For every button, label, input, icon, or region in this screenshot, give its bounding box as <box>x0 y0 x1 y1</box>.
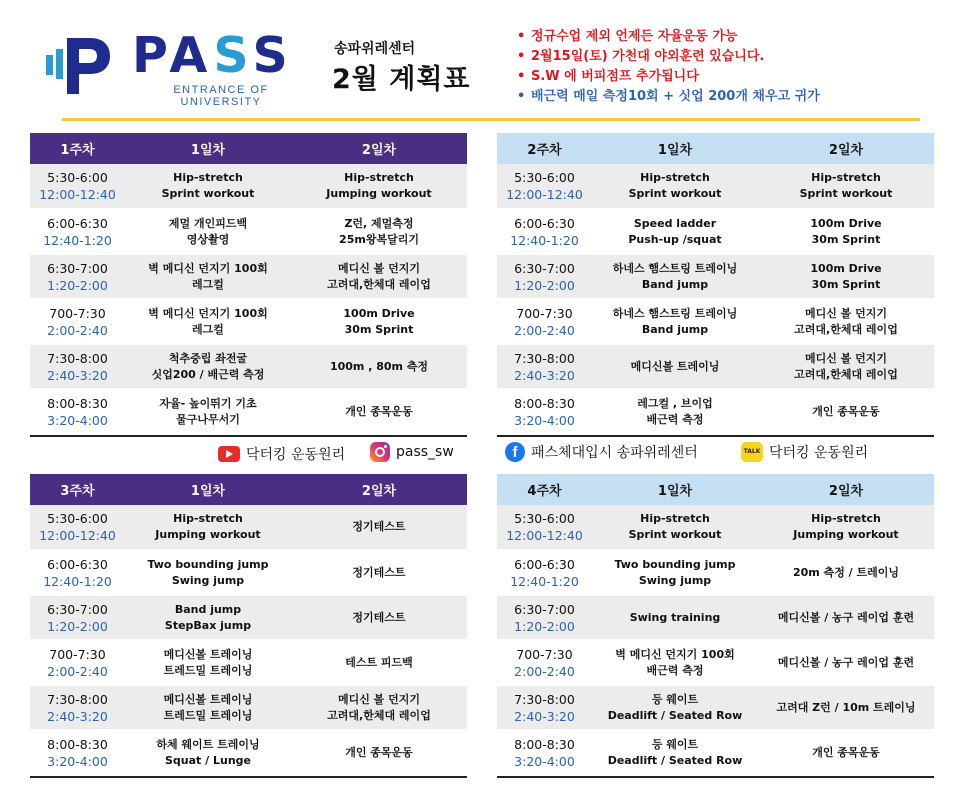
day-1-activity: 메디신볼 트레이닝 트레드밀 트레이닝 <box>125 640 291 685</box>
table-row <box>30 640 467 685</box>
weekend-time: 1:20-2:00 <box>47 277 108 293</box>
day-2-activity: 100m , 80m 측정 <box>291 344 467 389</box>
time-cell <box>497 209 592 254</box>
evening-time: 8:00-8:30 <box>47 736 108 752</box>
day-1-activity: Hip-stretch Sprint workout <box>592 164 758 209</box>
day-1-activity: Speed ladder Push-up /squat <box>592 209 758 254</box>
day-1-header: 1일차 <box>592 474 758 505</box>
time-cell <box>497 640 592 685</box>
day-2-header: 2일차 <box>758 133 934 164</box>
weekend-time: 12:40-1:20 <box>43 232 112 248</box>
table-row <box>30 209 467 254</box>
week-1-schedule <box>30 133 467 437</box>
evening-time: 7:30-8:00 <box>47 350 108 366</box>
table-row <box>497 209 934 254</box>
table-header-row <box>30 133 467 164</box>
week-2-schedule <box>497 133 934 437</box>
week-3-schedule <box>30 474 467 778</box>
instagram-label: pass_sw <box>396 444 454 460</box>
evening-time: 700-7:30 <box>516 305 573 321</box>
facebook-icon: f <box>505 442 525 462</box>
day-1-activity: 등 웨이트 Deadlift / Seated Row <box>592 685 758 730</box>
schedule-table <box>30 474 467 776</box>
brand-wordmark: PASS <box>132 27 294 84</box>
weekend-time: 2:40-3:20 <box>514 367 575 383</box>
time-cell <box>497 389 592 434</box>
table-bottom-rule <box>30 776 467 778</box>
evening-time: 5:30-6:00 <box>514 511 575 526</box>
weekend-time: 2:40-3:20 <box>514 708 575 724</box>
table-row <box>30 730 467 775</box>
day-1-activity: 메디신볼 트레이닝 <box>592 344 758 389</box>
table-row <box>30 299 467 344</box>
table-row <box>497 299 934 344</box>
table-row <box>497 640 934 685</box>
table-row <box>497 550 934 595</box>
day-1-activity: 벽 메디신 던지기 100회 레그컬 <box>125 299 291 344</box>
schedule-table <box>497 133 934 435</box>
weekend-time: 3:20-4:00 <box>47 412 108 428</box>
time-cell <box>497 550 592 595</box>
day-2-activity: 고려대 Z런 / 10m 트레이닝 <box>758 685 934 730</box>
evening-time: 8:00-8:30 <box>47 395 108 411</box>
instagram-link[interactable] <box>370 442 454 462</box>
brand-tagline: ENTRANCE OF UNIVERSITY <box>173 84 269 108</box>
weekend-time: 3:20-4:00 <box>47 753 108 769</box>
weekend-time: 12:00-12:40 <box>506 528 583 543</box>
table-row <box>497 389 934 434</box>
time-cell <box>30 344 125 389</box>
weekend-time: 12:40-1:20 <box>510 573 579 589</box>
evening-time: 6:30-7:00 <box>514 601 575 617</box>
day-2-activity: Hip-stretch Jumping workout <box>291 164 467 209</box>
day-2-activity: Z런, 제멀측정 25m왕복달리기 <box>291 209 467 254</box>
day-1-activity: Two bounding jump Swing jump <box>125 550 291 595</box>
day-1-activity: 제멀 개인피드백 영상촬영 <box>125 209 291 254</box>
table-row <box>30 164 467 209</box>
weekend-time: 3:20-4:00 <box>514 412 575 428</box>
day-2-activity: 메디신 볼 던지기 고려대,한체대 레이업 <box>758 344 934 389</box>
day-1-activity: 하네스 햄스트링 트레이닝 Band jump <box>592 254 758 299</box>
header-divider <box>62 118 920 121</box>
day-2-activity: 100m Drive 30m Sprint <box>758 254 934 299</box>
evening-time: 7:30-8:00 <box>47 691 108 707</box>
day-2-activity: 개인 종목운동 <box>291 389 467 434</box>
day-1-activity: Hip-stretch Sprint workout <box>592 505 758 550</box>
evening-time: 7:30-8:00 <box>514 691 575 707</box>
evening-time: 6:30-7:00 <box>47 260 108 276</box>
day-1-activity: Band jump StepBax jump <box>125 595 291 640</box>
table-header-row <box>497 474 934 505</box>
table-row <box>30 505 467 550</box>
weekend-time: 12:00-12:40 <box>506 187 583 202</box>
time-cell <box>30 164 125 209</box>
week-4-schedule <box>497 474 934 778</box>
time-cell <box>497 299 592 344</box>
day-1-header: 1일차 <box>125 133 291 164</box>
table-row <box>497 254 934 299</box>
kakaotalk-icon: TALK <box>741 442 763 462</box>
table-row <box>497 730 934 775</box>
evening-time: 5:30-6:00 <box>514 170 575 185</box>
facebook-label: 패스체대입시 송파위레센터 <box>531 445 698 461</box>
facebook-link[interactable] <box>505 442 698 462</box>
day-2-activity: 테스트 피드백 <box>291 640 467 685</box>
time-cell <box>30 505 125 550</box>
pass-logo-mark <box>46 38 112 94</box>
youtube-icon <box>218 446 240 462</box>
weekend-time: 12:00-12:40 <box>39 187 116 202</box>
schedule-table <box>497 474 934 776</box>
day-1-activity: 벽 메디신 던지기 100회 배근력 측정 <box>592 640 758 685</box>
day-2-activity: 메디신 볼 던지기 고려대,한체대 레이업 <box>291 685 467 730</box>
instagram-icon <box>370 442 390 462</box>
day-2-activity: 메디신 볼 던지기 고려대,한체대 레이업 <box>291 254 467 299</box>
time-cell <box>30 254 125 299</box>
time-cell <box>30 389 125 434</box>
evening-time: 6:00-6:30 <box>514 215 575 231</box>
time-cell <box>497 685 592 730</box>
table-row <box>497 344 934 389</box>
evening-time: 6:00-6:30 <box>47 556 108 572</box>
schedule-table <box>30 133 467 435</box>
table-row <box>497 505 934 550</box>
time-cell <box>30 640 125 685</box>
table-row <box>497 595 934 640</box>
time-cell <box>30 550 125 595</box>
weekend-time: 2:40-3:20 <box>47 708 108 724</box>
day-2-header: 2일차 <box>291 133 467 164</box>
day-2-activity: 20m 측정 / 트레이닝 <box>758 550 934 595</box>
weekend-time: 2:00-2:40 <box>514 663 575 679</box>
notice-item: • 2월15일(토) 가천대 야외훈련 있습니다. <box>515 47 945 67</box>
table-row <box>497 685 934 730</box>
kakaotalk-link[interactable] <box>741 442 868 462</box>
page-title: 2월 계획표 <box>332 64 471 95</box>
day-2-activity: 메디신볼 / 농구 레이업 훈련 <box>758 640 934 685</box>
week-header: 3주차 <box>30 474 125 505</box>
table-bottom-rule <box>30 435 467 437</box>
evening-time: 8:00-8:30 <box>514 395 575 411</box>
day-1-activity: 하네스 햄스트링 트레이닝 Band jump <box>592 299 758 344</box>
notice-item: • 배근력 매일 측정10회 + 싯업 200개 채우고 귀가 <box>515 87 945 107</box>
time-cell <box>497 505 592 550</box>
day-1-header: 1일차 <box>125 474 291 505</box>
day-2-header: 2일차 <box>291 474 467 505</box>
time-cell <box>497 254 592 299</box>
weekend-time: 12:40-1:20 <box>510 232 579 248</box>
day-1-activity: Hip-stretch Sprint workout <box>125 164 291 209</box>
time-cell <box>30 595 125 640</box>
table-bottom-rule <box>497 776 934 778</box>
notice-item: • S.W 에 버피점프 추가됩니다 <box>515 67 945 87</box>
day-1-activity: Two bounding jump Swing jump <box>592 550 758 595</box>
weekend-time: 2:00-2:40 <box>47 663 108 679</box>
day-2-activity: 개인 종목운동 <box>758 389 934 434</box>
day-2-activity: Hip-stretch Jumping workout <box>758 505 934 550</box>
table-row <box>30 685 467 730</box>
day-2-header: 2일차 <box>758 474 934 505</box>
table-row <box>30 595 467 640</box>
day-2-activity: 정기테스트 <box>291 505 467 550</box>
youtube-label: 닥터킹 운동원리 <box>246 447 346 463</box>
evening-time: 6:30-7:00 <box>47 601 108 617</box>
week-header: 2주차 <box>497 133 592 164</box>
evening-time: 6:30-7:00 <box>514 260 575 276</box>
table-row <box>497 164 934 209</box>
time-cell <box>497 164 592 209</box>
day-2-activity: 정기테스트 <box>291 550 467 595</box>
day-1-activity: 하체 웨이트 트레이닝 Squat / Lunge <box>125 730 291 775</box>
weekend-time: 1:20-2:00 <box>514 618 575 634</box>
weekend-time: 12:00-12:40 <box>39 528 116 543</box>
time-cell <box>30 299 125 344</box>
day-1-activity: Hip-stretch Jumping workout <box>125 505 291 550</box>
table-row <box>30 389 467 434</box>
day-1-activity: 척추중립 좌전굴 싯업200 / 배근력 측정 <box>125 344 291 389</box>
day-2-activity: Hip-stretch Sprint workout <box>758 164 934 209</box>
notice-item: • 정규수업 제외 언제든 자율운동 가능 <box>515 27 945 47</box>
day-1-activity: 자율- 높이뛰기 기초 물구나무서기 <box>125 389 291 434</box>
weekend-time: 1:20-2:00 <box>514 277 575 293</box>
time-cell <box>497 730 592 775</box>
notice-list <box>515 27 945 107</box>
day-2-activity: 개인 종목운동 <box>758 730 934 775</box>
youtube-link[interactable] <box>218 444 345 464</box>
evening-time: 6:00-6:30 <box>47 215 108 231</box>
day-2-activity: 100m Drive 30m Sprint <box>758 209 934 254</box>
time-cell <box>497 344 592 389</box>
day-1-header: 1일차 <box>592 133 758 164</box>
evening-time: 700-7:30 <box>49 305 106 321</box>
day-2-activity: 메디신 볼 던지기 고려대,한체대 레이업 <box>758 299 934 344</box>
table-row <box>30 344 467 389</box>
day-1-activity: 등 웨이트 Deadlift / Seated Row <box>592 730 758 775</box>
evening-time: 700-7:30 <box>49 646 106 662</box>
time-cell <box>30 209 125 254</box>
day-2-activity: 개인 종목운동 <box>291 730 467 775</box>
day-2-activity: 정기테스트 <box>291 595 467 640</box>
center-name: 송파위레센터 <box>334 41 416 57</box>
day-2-activity: 메디신볼 / 농구 레이업 훈련 <box>758 595 934 640</box>
day-2-activity: 100m Drive 30m Sprint <box>291 299 467 344</box>
kakaotalk-label: 닥터킹 운동원리 <box>769 445 869 461</box>
table-bottom-rule <box>497 435 934 437</box>
weekend-time: 3:20-4:00 <box>514 753 575 769</box>
week-header: 1주차 <box>30 133 125 164</box>
evening-time: 7:30-8:00 <box>514 350 575 366</box>
table-header-row <box>497 133 934 164</box>
evening-time: 5:30-6:00 <box>47 170 108 185</box>
time-cell <box>30 730 125 775</box>
weekend-time: 12:40-1:20 <box>43 573 112 589</box>
evening-time: 6:00-6:30 <box>514 556 575 572</box>
day-1-activity: 벽 메디신 던지기 100회 레그컬 <box>125 254 291 299</box>
weekend-time: 2:00-2:40 <box>514 322 575 338</box>
weekend-time: 2:40-3:20 <box>47 367 108 383</box>
day-1-activity: 메디신볼 트레이닝 트레드밀 트레이닝 <box>125 685 291 730</box>
day-1-activity: Swing training <box>592 595 758 640</box>
evening-time: 5:30-6:00 <box>47 511 108 526</box>
brand-logo <box>132 27 310 108</box>
table-header-row <box>30 474 467 505</box>
weekend-time: 2:00-2:40 <box>47 322 108 338</box>
time-cell <box>30 685 125 730</box>
evening-time: 700-7:30 <box>516 646 573 662</box>
weekend-time: 1:20-2:00 <box>47 618 108 634</box>
evening-time: 8:00-8:30 <box>514 736 575 752</box>
table-row <box>30 254 467 299</box>
day-1-activity: 레그컬 , 브이업 배근력 측정 <box>592 389 758 434</box>
table-row <box>30 550 467 595</box>
week-header: 4주차 <box>497 474 592 505</box>
time-cell <box>497 595 592 640</box>
